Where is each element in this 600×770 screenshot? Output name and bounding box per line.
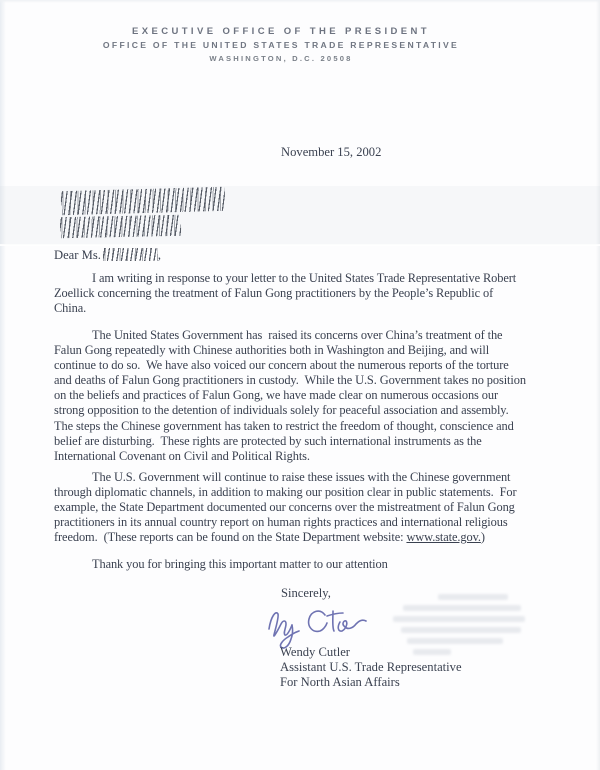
bleed-through-artifact: [393, 594, 533, 660]
link-pre-text: freedom. (These reports can be found on the State Department website:: [54, 530, 407, 545]
signer-title-2: For North Asian Affairs: [280, 675, 400, 690]
letterhead-line3: WASHINGTON, D.C. 20508: [209, 54, 353, 63]
body-line: on the beliefs and practices of Falun Gong, we have made clear on numerous occasions our: [54, 388, 498, 403]
body-line: and deaths of Falun Gong practitioners in custody. While the U.S. Government takes no position: [54, 373, 526, 388]
body-line: practitioners in its annual country report on human rights practices and international religious: [54, 515, 508, 530]
scan-edge-left: [0, 0, 6, 770]
body-line: The steps the Chinese government has taken to restrict the freedom of thought, conscience and: [54, 418, 514, 433]
body-paragraph-1: [54, 271, 554, 316]
body-line: continue to do so. We have also voiced our concern about the numerous reports of the torture: [54, 358, 509, 373]
body-line: International Covenant on Civil and Political Rights.: [54, 448, 310, 463]
salutation-comma: ,: [157, 248, 162, 262]
letterhead-line1: EXECUTIVE OFFICE OF THE PRESIDENT: [132, 26, 430, 37]
body-line: The U.S. Government will continue to raise these issues with the Chinese government: [92, 470, 511, 484]
body-line: China.: [54, 301, 87, 316]
body-paragraph-2: [54, 328, 554, 464]
signer-title-1: Assistant U.S. Trade Representative: [280, 660, 462, 675]
closing-sincerely: Sincerely,: [281, 586, 331, 600]
body-line: Zoellick concerning the treatment of Falun Gong practitioners by the People’s Republic of: [54, 286, 494, 301]
body-line: example, the State Department documented our concerns over the mistreatment of Falun Gong: [54, 500, 515, 515]
redacted-recipient-name: [103, 248, 158, 261]
scan-edge-right: [596, 0, 600, 770]
redacted-address-line-2: [60, 215, 181, 239]
body-line: Falun Gong repeatedly with Chinese authorities both in Washington and Beijing, and will: [54, 343, 490, 358]
signature-handwriting: [262, 604, 382, 650]
body-line: through diplomatic channels, in addition to making our position clear in public statements. For: [54, 485, 517, 500]
scan-edge-top: [0, 0, 600, 3]
letterhead-line2: OFFICE OF THE UNITED STATES TRADE REPRESENTATIVE: [102, 40, 460, 50]
body-line: strong opposition to the detention of individuals solely for peaceful association and assembly.: [54, 403, 509, 418]
body-line: belief are disturbing. These rights are protected by such international instruments as the: [54, 433, 482, 448]
link-post-text: ): [480, 530, 485, 545]
thank-you-line: Thank you for bringing this important matter to our attention: [92, 557, 388, 571]
salutation: [54, 248, 161, 263]
body-line-with-link: [54, 530, 554, 545]
body-line: I am writing in response to your letter to the United States Trade Representative Robert: [92, 271, 517, 285]
state-gov-link: www.state.gov.: [406, 530, 481, 545]
thank-you-paragraph: [54, 557, 554, 572]
letterhead: [0, 26, 562, 63]
salutation-prefix: Dear Ms.: [54, 248, 101, 262]
signer-name: Wendy Cutler: [280, 645, 350, 659]
date-line: November 15, 2002: [281, 145, 382, 159]
body-paragraph-3: [54, 470, 554, 545]
body-line: The United States Government has raised its concerns over China’s treatment of the: [92, 328, 503, 342]
redacted-address-line-1: [61, 187, 226, 216]
